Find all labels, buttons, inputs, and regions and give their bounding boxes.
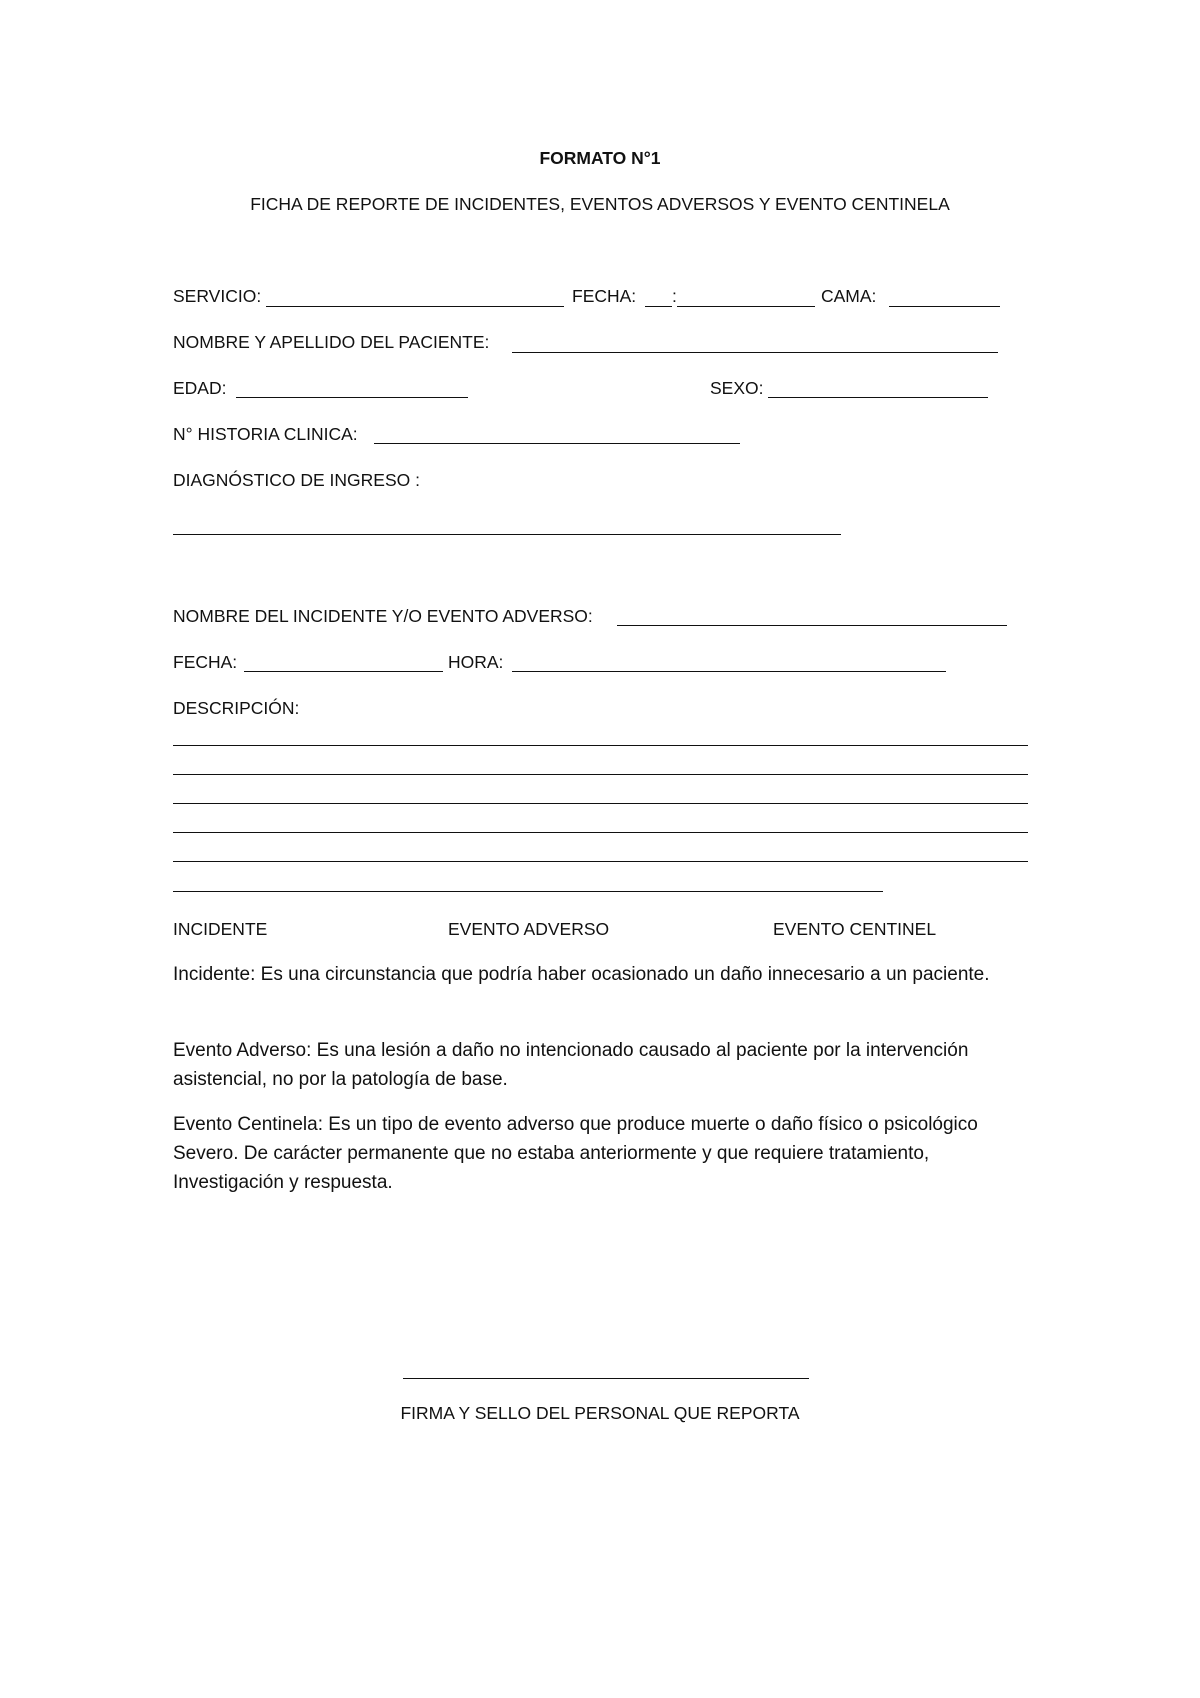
definition-incidente: Incidente: Es una circunstancia que podría haber ocasionado un daño innecesario a un paciente. [173, 964, 990, 985]
cama-label: CAMA: [821, 286, 877, 306]
historia-field[interactable] [374, 443, 740, 444]
edad-label: EDAD: [173, 378, 227, 398]
definition-evento-adverso: Evento Adverso: Es una lesión a daño no intencionado causado al paciente por la intervención asistencial, no por la patología de base. [173, 1040, 969, 1090]
signature-label: FIRMA Y SELLO DEL PERSONAL QUE REPORTA [400, 1403, 800, 1423]
fecha-incidente-label: FECHA: [173, 652, 238, 672]
fecha-label: FECHA: [572, 286, 637, 306]
category-incidente: INCIDENTE [173, 919, 268, 939]
fecha-day-field[interactable] [645, 306, 672, 307]
sexo-label: SEXO: [710, 378, 764, 398]
nombre-incidente-label: NOMBRE DEL INCIDENTE Y/O EVENTO ADVERSO: [173, 606, 593, 626]
hora-label: HORA: [448, 652, 504, 672]
sexo-field[interactable] [768, 397, 988, 398]
cama-field[interactable] [889, 306, 1000, 307]
descripcion-label: DESCRIPCIÓN: [173, 698, 300, 718]
descripcion-line[interactable] [173, 803, 1028, 804]
fecha-month-field[interactable] [677, 306, 815, 307]
descripcion-line[interactable] [173, 745, 1028, 746]
definition-evento-centinela: Evento Centinela: Es un tipo de evento adverso que produce muerte o daño físico o psicológico Severo. De carácter permanente que no estaba anteriormente y que requiere tratamiento, Investigación y respuesta. [173, 1114, 978, 1193]
signature-line[interactable] [403, 1378, 809, 1379]
edad-field[interactable] [236, 397, 468, 398]
servicio-label: SERVICIO: [173, 286, 262, 306]
servicio-field[interactable] [266, 306, 564, 307]
descripcion-line[interactable] [173, 861, 1028, 862]
nombre-paciente-label: NOMBRE Y APELLIDO DEL PACIENTE: [173, 332, 490, 352]
historia-label: N° HISTORIA CLINICA: [173, 424, 358, 444]
fecha-separator: : [672, 286, 677, 306]
hora-field[interactable] [512, 671, 946, 672]
descripcion-line[interactable] [173, 832, 1028, 833]
form-title: FORMATO N°1 [539, 148, 661, 168]
nombre-incidente-field[interactable] [617, 625, 1007, 626]
diagnostico-label: DIAGNÓSTICO DE INGRESO : [173, 470, 420, 490]
descripcion-line[interactable] [173, 774, 1028, 775]
nombre-paciente-field[interactable] [512, 352, 998, 353]
form-subtitle: FICHA DE REPORTE DE INCIDENTES, EVENTOS ADVERSOS Y EVENTO CENTINELA [250, 194, 950, 214]
fecha-incidente-field[interactable] [244, 671, 443, 672]
descripcion-line[interactable] [173, 891, 883, 892]
diagnostico-field[interactable] [173, 534, 841, 535]
category-evento-centinel: EVENTO CENTINEL [773, 919, 937, 939]
category-evento-adverso: EVENTO ADVERSO [448, 919, 610, 939]
